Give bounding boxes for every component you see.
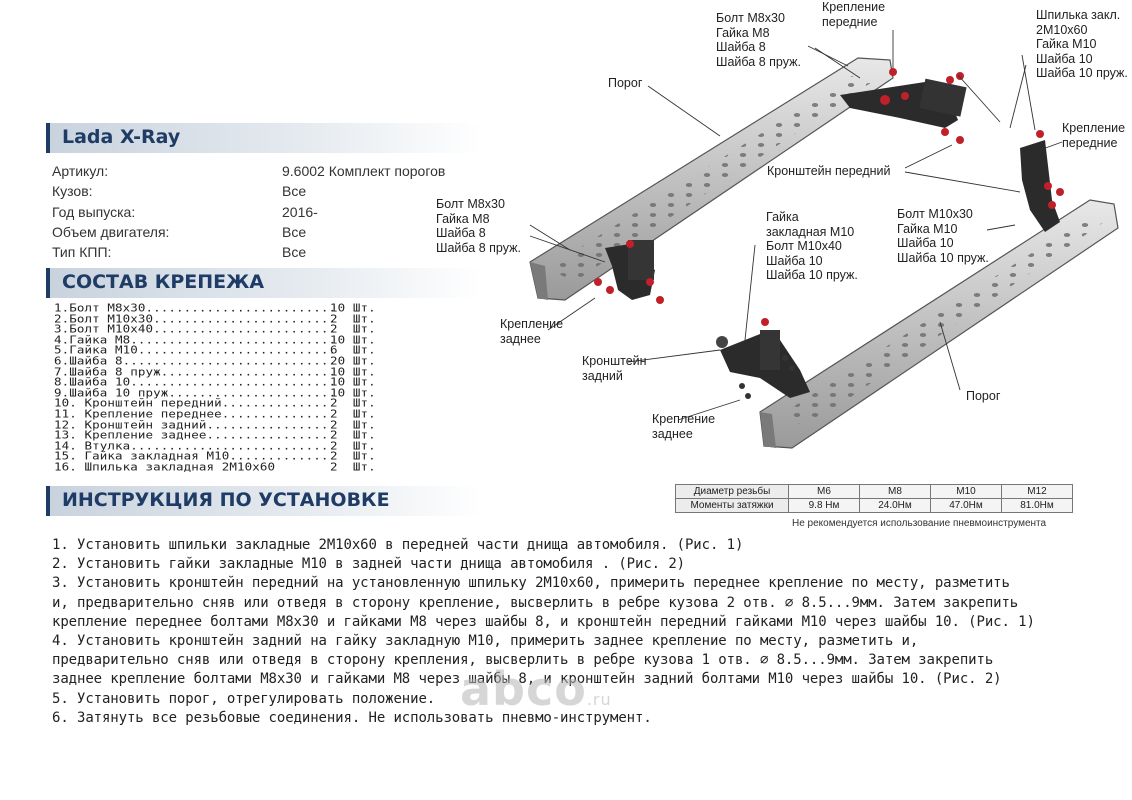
part-name: 16. Шпилька закладная 2М10х60: [54, 460, 329, 474]
label-line: Гайка: [766, 210, 799, 224]
label-line: Гайка М10: [897, 221, 958, 236]
label-line: Болт М8х30: [436, 197, 505, 211]
part-qty: 2 Шт.: [330, 396, 376, 410]
spec-label: Тип КПП:: [52, 244, 112, 260]
label-line: заднее: [652, 426, 693, 441]
torque-value: 47.0Нм: [931, 499, 1002, 513]
label-nut-embedded: [766, 210, 858, 283]
instruction-line: 1. Установить шпильки закладные 2М10х60 в передней части днища автомобиля. (Рис. 1): [52, 537, 744, 553]
spec-label: Объем двигателя:: [52, 224, 170, 240]
part-name: 8.Шайба 10...........................: [54, 375, 337, 389]
label-front-bracket: [767, 164, 891, 179]
part-name: 1.Болт М8х30.........................: [54, 301, 337, 315]
label-rear-mount-2: [652, 412, 715, 441]
part-name: 5.Гайка М10..........................: [54, 343, 337, 357]
part-name: 9.Шайба 10 пруж......................: [54, 386, 337, 399]
instruction-line: крепление переднее болтами М8х30 и гайками М8 через шайбы 8, и кронштейн передний гайками М10 через шайбы 10. (Рис. 1): [52, 613, 1035, 630]
thread-size: М8: [860, 485, 931, 499]
part-qty: 10 Шт.: [330, 365, 376, 378]
label-bolt-m10: [897, 207, 989, 265]
label-line: Гайка М8: [716, 25, 770, 40]
label-front-mount-top: [822, 0, 885, 29]
spec-value: Все: [282, 183, 307, 199]
spec-label: Год выпуска:: [52, 204, 136, 220]
instruction-line: 5. Установить порог, отрегулировать положение.: [52, 690, 436, 707]
label-sill-top: [608, 76, 642, 91]
part-qty: 2 Шт.: [330, 312, 376, 325]
part-name: 3.Болт М10х40........................: [54, 322, 337, 336]
instruction-line: и, предварительно сняв или отведя в сторону крепление, высверлить в ребре кузова 2 отв. ⌀ 8.5...9мм. Затем закрепить: [52, 594, 1019, 611]
spec-value: Все: [282, 244, 307, 260]
label-line: Крепление: [1062, 121, 1126, 135]
label-line: Гайка М10: [1036, 37, 1097, 51]
label-line: Порог: [966, 389, 1001, 403]
label-line: Болт М10х40: [766, 239, 842, 253]
instruction-line: 4. Установить кронштейн задний на гайку закладную М10, примерить заднее крепление по месту, разметить и,: [52, 633, 919, 649]
label-bolt-left: [436, 197, 521, 255]
part-name: 15. Гайка закладная М10.............: [54, 449, 329, 463]
label-bolt-front: [716, 11, 801, 69]
part-qty: 2 Шт.: [330, 439, 376, 452]
label-front-mount-right: [1062, 121, 1125, 150]
page-title: Lada X-Ray: [62, 126, 181, 148]
part-name: 6.Шайба 8............................: [54, 354, 337, 368]
part-qty: 2 Шт.: [330, 322, 376, 336]
label-line: задний: [582, 368, 623, 383]
label-sill-bottom: [966, 389, 1000, 404]
label-line: Шайба 10: [766, 253, 823, 268]
part-name: 14. Втулка..........................: [54, 439, 329, 452]
label-line: передние: [1062, 135, 1118, 150]
table-row: [676, 499, 1073, 513]
label-line: Шпилька закл.: [1036, 8, 1121, 22]
spec-value: Все: [282, 224, 307, 240]
pneumatic-note: Не рекомендуется использование пневмоинструмента: [792, 518, 1047, 529]
part-qty: 10 Шт.: [330, 301, 376, 315]
label-line: Крепление: [652, 412, 716, 426]
spec-value: 2016-: [282, 204, 318, 220]
label-line: Порог: [608, 76, 643, 90]
front-bracket-right: [1020, 130, 1064, 232]
watermark-text: abco: [460, 662, 587, 716]
label-line: Шайба 10 пруж.: [766, 268, 858, 282]
instruction-line: заднее крепление болтами М8х30 и гайками М8 через шайбы 8, и кронштейн задний болтами М10 через шайбы 10. (Рис. 2): [52, 671, 1002, 688]
watermark-logo: [460, 662, 612, 716]
label-stud: [1036, 8, 1128, 81]
label-line: Гайка М8: [436, 211, 490, 226]
torque-value: 81.0Нм: [1002, 499, 1073, 513]
spec-label: Кузов:: [52, 183, 93, 199]
part-qty: 10 Шт.: [330, 375, 376, 389]
part-qty: 2 Шт.: [330, 407, 376, 421]
label-line: Шайба 8 пруж.: [436, 240, 521, 255]
part-name: 10. Кронштейн передний..............: [54, 396, 329, 410]
label-line: Крепление: [822, 0, 886, 14]
label-line: Шайба 10 пруж.: [1036, 66, 1128, 80]
label-line: Кронштейн: [582, 354, 647, 368]
torque-value: 24.0Нм: [860, 499, 931, 513]
part-qty: 6 Шт.: [330, 343, 376, 357]
part-qty: 2 Шт.: [330, 460, 376, 474]
part-name: 12. Кронштейн задний................: [54, 418, 329, 431]
instruction-line: 6. Затянуть все резьбовые соединения. Не использовать пневмо-инструмент.: [52, 709, 652, 726]
instruction-line: 2. Установить гайки закладные М10 в задней части днища автомобиля . (Рис. 2): [52, 556, 685, 573]
label-line: Шайба 8: [436, 226, 486, 240]
watermark-suffix: .ru: [586, 690, 612, 709]
part-name: 2.Болт М10х30........................: [54, 312, 337, 325]
label-line: закладная М10: [766, 224, 855, 239]
part-qty: 20 Шт.: [330, 354, 376, 368]
part-name: 13. Крепление заднее................: [54, 428, 329, 442]
label-line: Шайба 10: [897, 236, 954, 250]
label-line: Болт М10х30: [897, 207, 973, 221]
thread-size: М10: [931, 485, 1002, 499]
part-qty: 2 Шт.: [330, 449, 376, 463]
thread-size: М6: [789, 485, 860, 499]
label-line: Крепление: [500, 317, 564, 331]
torque-value: 9.8 Нм: [789, 499, 860, 513]
part-qty: 10 Шт.: [330, 386, 376, 399]
part-name: 11. Крепление переднее..............: [54, 407, 329, 421]
spec-label: Артикул:: [52, 163, 109, 179]
label-line: Шайба 8 пруж.: [716, 54, 801, 69]
instructions-heading-bar: [46, 486, 482, 516]
label-rear-mount-1: [500, 317, 563, 346]
torque-row-label: Диаметр резьбы: [676, 485, 789, 499]
label-line: Шайба 10 пруж.: [897, 250, 989, 265]
part-name: 4.Гайка М8...........................: [54, 333, 337, 346]
thread-size: М12: [1002, 485, 1073, 499]
fasteners-heading: СОСТАВ КРЕПЕЖА: [62, 271, 265, 293]
instruction-line: предварительно сняв или отведя в сторону крепления, высверлить в ребре кузова 1 отв. ⌀ 8.5...9мм. Затем закрепить: [52, 652, 994, 669]
label-line: Болт М8х30: [716, 11, 785, 25]
part-qty: 2 Шт.: [330, 428, 376, 442]
label-rear-bracket: [582, 354, 647, 383]
label-line: заднее: [500, 331, 541, 346]
part-qty: 10 Шт.: [330, 333, 376, 346]
part-name: 7.Шайба 8 пруж.......................: [54, 365, 337, 378]
label-line: Шайба 8: [716, 40, 766, 54]
label-line: Шайба 10: [1036, 51, 1093, 66]
rear-bracket-right: [716, 318, 810, 399]
spec-value: 9.6002 Комплект порогов: [282, 163, 446, 179]
part-qty: 2 Шт.: [330, 418, 376, 431]
label-line: 2М10х60: [1036, 22, 1088, 37]
label-line: передние: [822, 14, 878, 29]
table-row: [676, 485, 1073, 499]
instructions-heading: ИНСТРУКЦИЯ ПО УСТАНОВКЕ: [62, 489, 390, 511]
torque-row-label: Моменты затяжки: [676, 499, 789, 513]
instruction-line: 3. Установить кронштейн передний на установленную шпильку 2М10х60, примерить переднее крепление по месту, разметить: [52, 575, 1010, 592]
torque-table: [675, 484, 1073, 513]
label-line: Кронштейн передний: [767, 164, 891, 178]
